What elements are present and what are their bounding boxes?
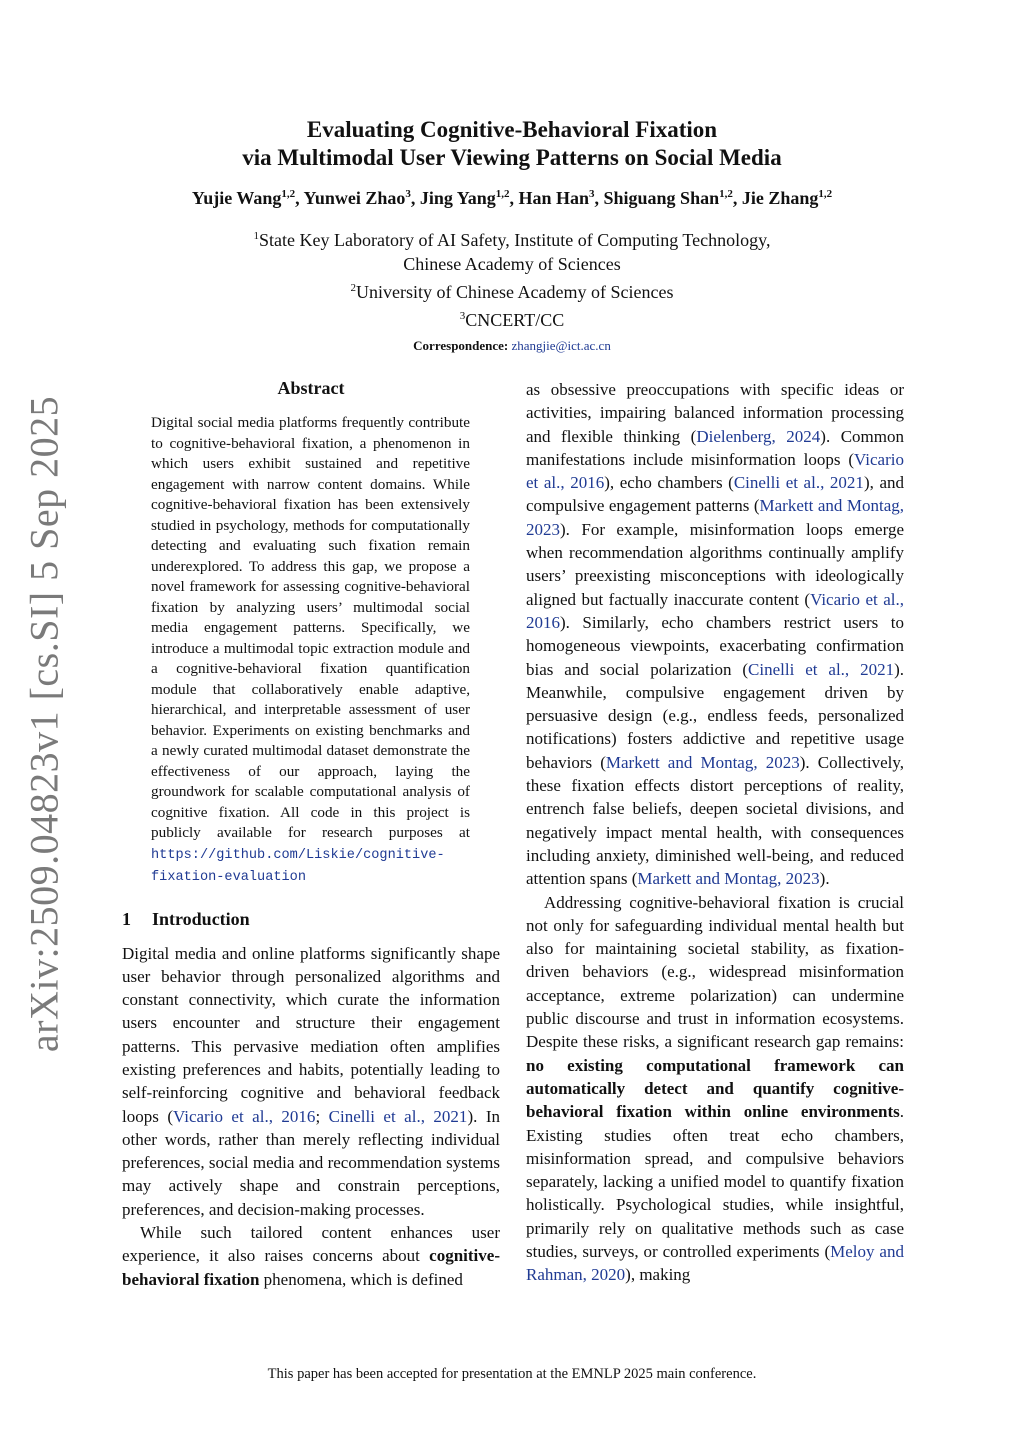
citation-link[interactable]: Cinelli et al., 2021 [733, 473, 864, 493]
author-affiliation-mark: 1,2 [818, 188, 833, 200]
intro-paragraph-1: Digital media and online platforms significantly shape user behavior through personalized algorithms and constant connectivity, which curate the information users encounter and structure their engagement patterns. This pervasive mediation often amplifies existing preferences and habits, potentially leading to self-reinforcing cognitive and behavioral feedback loops (Vicario et al., 2016; Cinelli et al., 2021). In other words, rather than merely reflecting individual preferences, social media and recommendation systems may actively shape and constrain perceptions, preferences, and decision-making processes. [122, 943, 500, 1219]
affiliation-3: $^3$CNCERT/CC [459, 310, 565, 330]
citation-link[interactable]: Cinelli et al., 2021 [748, 659, 895, 679]
author-name: Jie Zhang [741, 188, 819, 208]
citation-link[interactable]: Dielenberg, 2024 [696, 426, 821, 446]
citation-link[interactable]: Markett and Montag, 2023 [605, 752, 800, 772]
citation-link[interactable]: Markett and Montag, 2023 [526, 496, 904, 539]
author-list: Yujie Wang$^{1,2}$, Yunwei Zhao$^3$, Jing Yang$^{1,2}$, Han Han$^3$, Shiguang Shan$^{1,2}$, Jie Zhang$^{1,2}$ [191, 188, 833, 208]
citation-link[interactable]: Vicario et al., 2016 [526, 589, 904, 632]
section-heading-introduction [122, 909, 500, 930]
paper-title-line-1: Evaluating Cognitive-Behavioral Fixation [306, 117, 718, 142]
section-number: 1 [122, 908, 131, 929]
author-name: Shiguang Shan [603, 188, 720, 208]
section-title: Introduction [152, 908, 250, 929]
correspondence [0, 338, 1024, 354]
author-affiliation-mark: 3 [589, 188, 595, 200]
code-repo-link[interactable]: https://github.com/Liskie/cognitive-fixation-evaluation [151, 847, 445, 885]
author-affiliation-mark: 1,2 [281, 188, 296, 200]
affiliation-1-cont: Chinese Academy of Sciences [403, 254, 621, 274]
author-name: Yujie Wang [191, 188, 282, 208]
citation-link[interactable]: Meloy and Rahman, 2020 [526, 1241, 904, 1285]
affiliation-2: $^2$University of Chinese Academy of Sciences [350, 282, 674, 302]
title-block [0, 116, 1024, 354]
citation-link[interactable]: Vicario et al., 2016 [172, 1106, 316, 1126]
author-name: Yunwei Zhao [303, 188, 406, 208]
author-name: Han Han [518, 188, 590, 208]
intro-paragraph-2-cont: as obsessive preoccupations with specific ideas or activities, impairing balanced information processing and flexible thinking (Dielenberg, 2024). Common manifestations include misinformation loops (Vicario et al., 2016), echo chambers (Cinelli et al., 2021), and compulsive engagement patterns (Markett and Montag, 2023). For example, misinformation loops emerge when recommendation algorithms continually amplify users’ preexisting misconceptions with ideologically aligned but factually inaccurate content (Vicario et al., 2016). Similarly, echo chambers restrict users to homogeneous viewpoints, exacerbating confirmation bias and social polarization (Cinelli et al., 2021). Meanwhile, compulsive engagement driven by persuasive design (e.g., endless feeds, personalized notifications) fosters addictive and repetitive usage behaviors (Markett and Montag, 2023). Collectively, these fixation effects distort perceptions of reality, entrench false beliefs, deepen societal divisions, and negatively impact mental health, with consequences including anxiety, diminished well-being, and reduced attention spans (Markett and Montag, 2023). [526, 380, 904, 889]
left-column [122, 378, 500, 1291]
citation-link[interactable]: Markett and Montag, 2023 [637, 869, 820, 889]
correspondence-label: Correspondence: [413, 338, 509, 353]
paper-title-line-2: via Multimodal User Viewing Patterns on Social Media [242, 145, 782, 170]
affiliations [0, 224, 1024, 332]
right-column [526, 378, 904, 1287]
intro-paragraph-3: Addressing cognitive-behavioral fixation is crucial not only for safeguarding individual mental health but also for maintaining societal stability, as fixation-driven behaviors (e.g., widespread misinformation acceptance, extreme polarization) can undermine public discourse and trust in information ecosystems. Despite these risks, a significant research gap remains: no existing computational framework can automatically detect and quantify cognitive-behavioral fixation within online environments. Existing studies often treat echo chambers, misinformation spread, and compulsive behaviors separately, lacking a unified model to quantify fixation holistically. Psychological studies, while insightful, primarily rely on qualitative methods such as case studies, surveys, or controlled experiments (Meloy and Rahman, 2020), making [526, 892, 904, 1285]
affiliation-1: $^1$State Key Laboratory of AI Safety, Institute of Computing Technology, [253, 230, 771, 250]
arxiv-stamp: arXiv:2509.04823v1 [cs.SI] 5 Sep 2025 [21, 395, 67, 1053]
citation-link[interactable]: Cinelli et al., 2021 [328, 1106, 468, 1126]
author-affiliation-mark: 1,2 [719, 188, 733, 200]
intro-paragraph-2: While such tailored content enhances user experience, it also raises concerns about cognitive-behavioral fixation phenomena, which is defined [122, 1223, 500, 1289]
citation-link[interactable]: Vicario et al., 2016 [526, 449, 904, 493]
abstract-heading: Abstract [277, 378, 345, 398]
author-affiliation-mark: 3 [405, 188, 411, 200]
author-affiliation-mark: 1,2 [495, 188, 510, 200]
author-name: Jing Yang [419, 188, 496, 208]
correspondence-email-link[interactable]: zhangjie@ict.ac.cn [511, 338, 611, 353]
footer-note: This paper has been accepted for presentation at the EMNLP 2025 main conference. [267, 1366, 757, 1382]
abstract-text: Digital social media platforms frequently contribute to cognitive-behavioral fixation, a phenomenon in which users exhibit sustained and repetitive engagement with narrow content domains. While cognitive-behavioral fixation has been extensively studied in psychology, methods for computationally detecting and evaluating such fixation remain underexplored. To address this gap, we propose a novel framework for assessing cognitive-behavioral fixation by analyzing users’ multimodal social media engagement patterns. Specifically, we introduce a multimodal topic extraction module and a cognitive-behavioral fixation quantification module that collaboratively enable adaptive, hierarchical, and interpretable assessment of user behavior. Experiments on existing benchmarks and a newly curated multimodal dataset demonstrate the effectiveness of our approach, laying the groundwork for scalable computational analysis of cognitive fixation. All code in this project is publicly available for research purposes at https://github.com/Liskie/cognitive-fixation-evaluation [151, 414, 470, 885]
